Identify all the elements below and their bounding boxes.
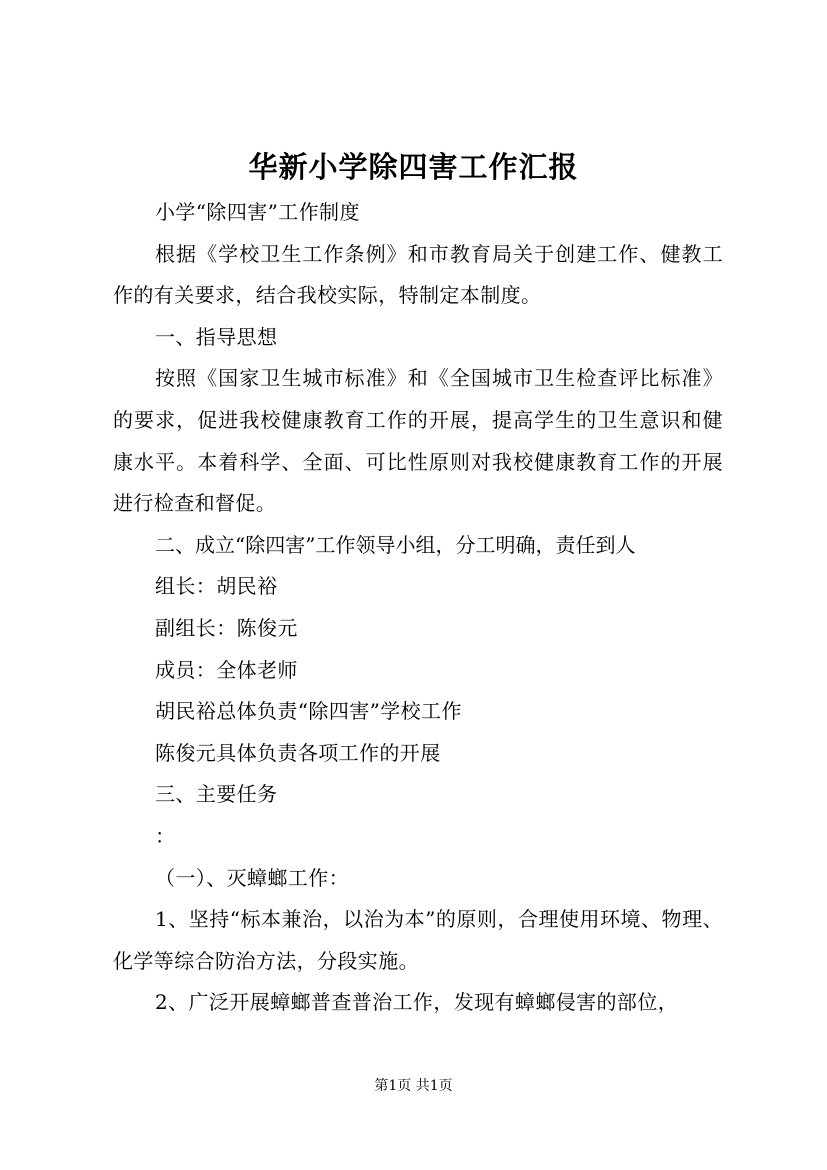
- paragraph-members: 成员：全体老师: [155, 657, 298, 682]
- paragraph-colon: ：: [155, 823, 176, 848]
- subsection-heading-cockroach: （一）、灭蟑螂工作：: [155, 865, 349, 890]
- paragraph-group-leader: 组长：胡民裕: [155, 574, 278, 599]
- paragraph-basis: 根据《学校卫生工作条例》和市教育局关于创建工作、健教工作的有关要求，结合我校实际，特制定本制度。: [113, 241, 723, 308]
- document-body: [113, 192, 723, 1024]
- paragraph-specific-responsibility: 陈俊元具体负责各项工作的开展: [155, 740, 441, 765]
- page-number-footer: 第1页 共1页: [374, 1078, 453, 1094]
- document-title: 华新小学除四害工作汇报: [248, 150, 579, 184]
- section-heading-leadership-group: 二、成立“除四害”工作领导小组，分工明确，责任到人: [155, 532, 636, 557]
- section-heading-main-tasks: 三、主要任务: [155, 782, 278, 807]
- paragraph-deputy-leader: 副组长：陈俊元: [155, 615, 298, 640]
- paragraph-guiding-idea: 按照《国家卫生城市标准》和《全国城市卫生检查评比标准》的要求，促进我校健康教育工作的开展，提高学生的卫生意识和健康水平。本着科学、全面、可比性原则对我校健康教育工作的开展进行检查和督促。: [113, 366, 723, 516]
- paragraph-task-1: 1、坚持“标本兼治，以治为本”的原则，合理使用环境、物理、化学等综合防治方法，分段实施。: [113, 907, 723, 973]
- paragraph-overall-responsibility: 胡民裕总体负责“除四害”学校工作: [155, 699, 462, 724]
- section-heading-guiding-idea: 一、指导思想: [155, 324, 278, 349]
- paragraph-system-heading: 小学“除四害”工作制度: [155, 200, 360, 224]
- paragraph-task-2: 2、广泛开展蟑螂普查普治工作，发现有蟑螂侵害的部位，: [155, 990, 679, 1015]
